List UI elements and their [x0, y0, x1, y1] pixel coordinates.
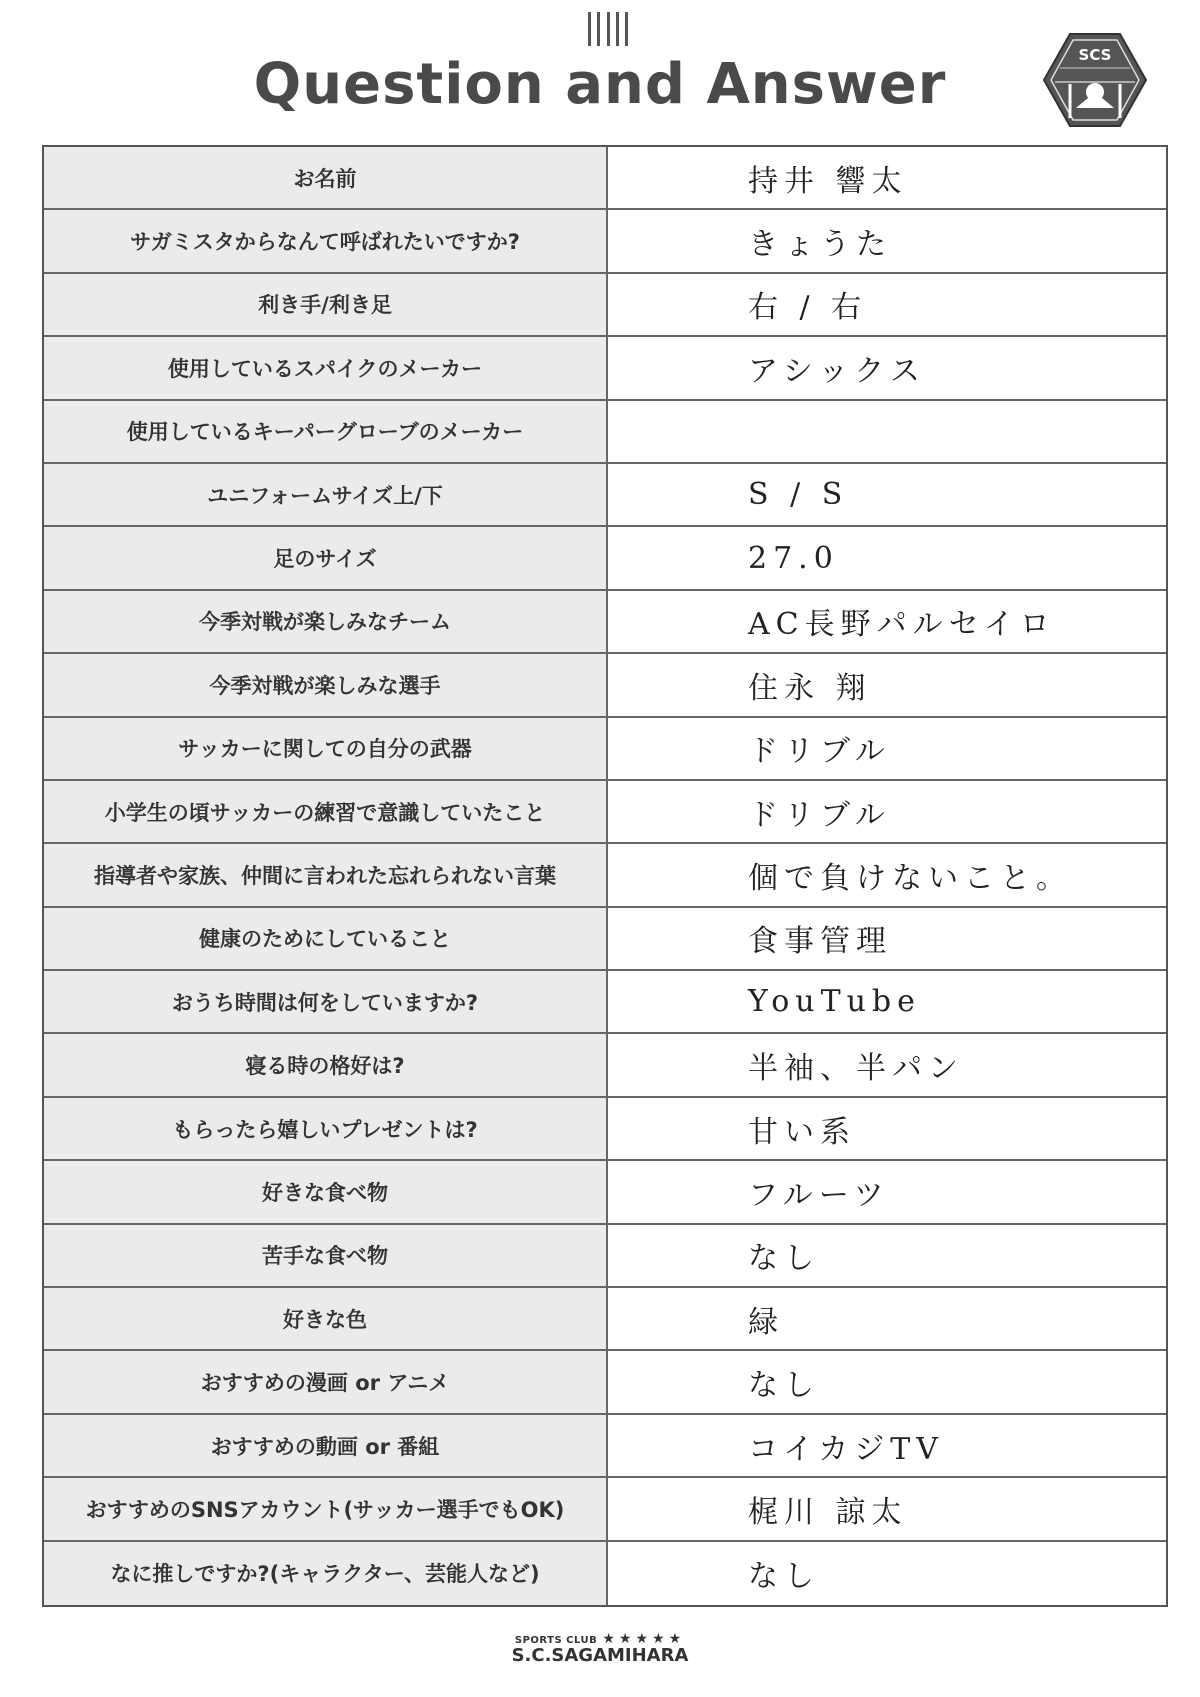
qa-row: [44, 908, 1166, 971]
question-label: お名前: [44, 147, 608, 208]
qa-row: [44, 527, 1166, 590]
qa-row: [44, 591, 1166, 654]
answer-value: 甘い系: [748, 1114, 856, 1150]
answer-value: 食事管理: [748, 924, 892, 960]
tick-mark: [607, 12, 610, 46]
answer-value: S / S: [748, 477, 849, 513]
answer-value: アシックス: [748, 353, 926, 389]
club-logo: [1040, 30, 1150, 130]
answer-value: 緑: [748, 1304, 784, 1340]
question-label: 今季対戦が楽しみな選手: [44, 654, 608, 715]
question-label: 使用しているスパイクのメーカー: [44, 337, 608, 398]
qa-row: [44, 1161, 1166, 1224]
qa-row: [44, 147, 1166, 210]
qa-row: [44, 464, 1166, 527]
question-label: おすすめのSNSアカウント(サッカー選手でもOK): [44, 1478, 608, 1539]
qa-row: [44, 210, 1166, 273]
question-label: 今季対戦が楽しみなチーム: [44, 591, 608, 652]
qa-row: [44, 1478, 1166, 1541]
answer-value: なし: [748, 1368, 820, 1404]
question-label: 苦手な食べ物: [44, 1225, 608, 1286]
footer-stars: ★★★★★: [602, 1631, 686, 1647]
question-label: 使用しているキーパーグローブのメーカー: [44, 401, 608, 462]
qa-row: [44, 1542, 1166, 1605]
question-label: サッカーに関しての自分の武器: [44, 718, 608, 779]
qa-row: [44, 401, 1166, 464]
qa-row: [44, 1415, 1166, 1478]
logo-text: SCS: [1078, 46, 1112, 64]
answer-value: 個で負けないこと。: [748, 860, 1072, 896]
answer-value: AC長野パルセイロ: [748, 607, 1056, 643]
answer-value: [608, 401, 1166, 462]
answer-value: ドリブル: [748, 797, 891, 833]
tick-mark: [597, 12, 600, 46]
answer-value: 半袖、半パン: [748, 1051, 964, 1087]
answer-value: 持井 響太: [748, 163, 908, 199]
question-label: 健康のためにしていること: [44, 908, 608, 969]
qa-row: [44, 274, 1166, 337]
question-label: 寝る時の格好は?: [44, 1034, 608, 1095]
qa-row: [44, 654, 1166, 717]
qa-row: [44, 1225, 1166, 1288]
tick-mark: [588, 12, 591, 46]
question-label: なに推しですか?(キャラクター、芸能人など): [44, 1542, 608, 1605]
question-label: 好きな色: [44, 1288, 608, 1349]
tick-mark: [616, 12, 619, 46]
tick-mark: [625, 12, 628, 46]
answer-value: 27.0: [748, 540, 839, 576]
question-label: 指導者や家族、仲間に言われた忘れられない言葉: [44, 844, 608, 905]
qa-row: [44, 1288, 1166, 1351]
question-label: 足のサイズ: [44, 527, 608, 588]
footer-club-name: S.C.SAGAMIHARA: [511, 1645, 689, 1666]
footer-logo: [0, 1628, 1200, 1666]
qa-row: [44, 1351, 1166, 1414]
qa-row: [44, 1034, 1166, 1097]
question-label: おすすめの漫画 or アニメ: [44, 1351, 608, 1412]
question-label: ユニフォームサイズ上/下: [44, 464, 608, 525]
question-label: 好きな食べ物: [44, 1161, 608, 1222]
qa-row: [44, 718, 1166, 781]
question-label: サガミスタからなんて呼ばれたいですか?: [44, 210, 608, 271]
answer-value: YouTube: [748, 984, 921, 1020]
answer-value: きょうた: [748, 227, 892, 263]
qa-table: [42, 145, 1168, 1607]
qa-row: [44, 844, 1166, 907]
question-label: もらったら嬉しいプレゼントは?: [44, 1098, 608, 1159]
answer-value: なし: [748, 1241, 820, 1277]
qa-row: [44, 971, 1166, 1034]
qa-row: [44, 1098, 1166, 1161]
qa-row: [44, 781, 1166, 844]
question-label: 小学生の頃サッカーの練習で意識していたこと: [44, 781, 608, 842]
question-label: おうち時間は何をしていますか?: [44, 971, 608, 1032]
answer-value: 右 / 右: [748, 290, 868, 326]
page-title: Question and Answer: [253, 52, 947, 117]
answer-value: コイカジTV: [748, 1431, 944, 1467]
answer-value: なし: [748, 1559, 820, 1595]
qa-row: [44, 337, 1166, 400]
question-label: おすすめの動画 or 番組: [44, 1415, 608, 1476]
answer-value: ドリブル: [748, 734, 891, 770]
answer-value: フルーツ: [748, 1177, 890, 1213]
top-tick-marks: [588, 12, 628, 46]
question-label: 利き手/利き足: [44, 274, 608, 335]
footer-sports-club: SPORTS CLUB: [514, 1635, 598, 1646]
answer-value: 住永 翔: [748, 670, 872, 706]
answer-value: 梶川 諒太: [748, 1494, 908, 1530]
